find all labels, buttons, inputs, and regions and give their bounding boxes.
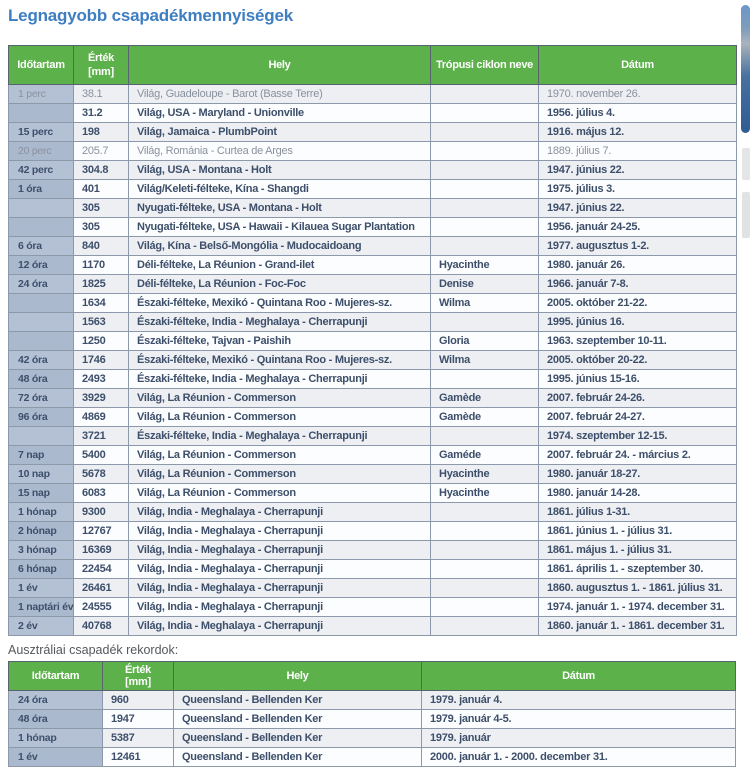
cyclone-cell xyxy=(431,522,539,541)
table-row xyxy=(9,313,737,332)
place-cell: Északi-félteke, India - Meghalaya - Cherrapunji xyxy=(129,370,431,389)
value-cell: 22454 xyxy=(74,560,129,579)
table-row xyxy=(9,237,737,256)
duration-cell: 72 óra xyxy=(9,389,74,408)
cyclone-cell xyxy=(431,503,539,522)
date-cell: 1861. április 1. - szeptember 30. xyxy=(539,560,737,579)
value-cell: 38.1 xyxy=(74,85,129,104)
table-row xyxy=(9,579,737,598)
table-row xyxy=(9,408,737,427)
date-cell: 1979. január 4-5. xyxy=(422,710,736,729)
table-row xyxy=(9,370,737,389)
date-cell: 1947. június 22. xyxy=(539,199,737,218)
cyclone-cell: Hyacinthe xyxy=(431,465,539,484)
place-cell: Queensland - Bellenden Ker xyxy=(174,729,422,748)
duration-cell: 12 óra xyxy=(9,256,74,275)
place-cell: Világ/Keleti-félteke, Kína - Shangdi xyxy=(129,180,431,199)
date-cell: 1979. január xyxy=(422,729,736,748)
table-row xyxy=(9,275,737,294)
place-cell: Világ, La Réunion - Commerson xyxy=(129,465,431,484)
duration-cell: 20 perc xyxy=(9,142,74,161)
duration-cell: 10 nap xyxy=(9,465,74,484)
scrollbar-track-segment xyxy=(742,192,750,238)
place-cell: Világ, Románia - Curtea de Arges xyxy=(129,142,431,161)
cyclone-cell xyxy=(431,579,539,598)
table-row xyxy=(9,180,737,199)
date-cell: 1860. augusztus 1. - 1861. július 31. xyxy=(539,579,737,598)
table-row xyxy=(9,256,737,275)
duration-cell: 1 év xyxy=(9,748,103,767)
cyclone-cell: Wilma xyxy=(431,294,539,313)
value-cell: 12767 xyxy=(74,522,129,541)
cyclone-cell xyxy=(431,180,539,199)
cyclone-cell xyxy=(431,617,539,636)
cyclone-cell xyxy=(431,85,539,104)
date-cell: 1975. július 3. xyxy=(539,180,737,199)
table-row xyxy=(9,560,737,579)
date-cell: 2005. október 20-22. xyxy=(539,351,737,370)
place-cell: Déli-félteke, La Réunion - Foc-Foc xyxy=(129,275,431,294)
cyclone-cell xyxy=(431,237,539,256)
place-cell: Északi-félteke, India - Meghalaya - Cherrapunji xyxy=(129,313,431,332)
place-cell: Világ, USA - Montana - Holt xyxy=(129,161,431,180)
value-cell: 2493 xyxy=(74,370,129,389)
value-cell: 12461 xyxy=(103,748,174,767)
column-header: Dátum xyxy=(422,662,736,691)
column-header: Időtartam xyxy=(9,662,103,691)
table-row xyxy=(9,332,737,351)
precipitation-records-table xyxy=(8,45,737,636)
scrollbar[interactable] xyxy=(739,0,752,768)
date-cell: 2007. február 24. - március 2. xyxy=(539,446,737,465)
date-cell: 2005. október 21-22. xyxy=(539,294,737,313)
table-row xyxy=(9,427,737,446)
duration-cell: 1 naptári év xyxy=(9,598,74,617)
value-cell: 40768 xyxy=(74,617,129,636)
place-cell: Queensland - Bellenden Ker xyxy=(174,691,422,710)
value-cell: 960 xyxy=(103,691,174,710)
date-cell: 1963. szeptember 10-11. xyxy=(539,332,737,351)
duration-cell: 24 óra xyxy=(9,275,74,294)
cyclone-cell xyxy=(431,218,539,237)
place-cell: Világ, India - Meghalaya - Cherrapunji xyxy=(129,522,431,541)
cyclone-cell xyxy=(431,541,539,560)
cyclone-cell xyxy=(431,199,539,218)
value-cell: 401 xyxy=(74,180,129,199)
place-cell: Világ, La Réunion - Commerson xyxy=(129,446,431,465)
duration-cell xyxy=(9,104,74,123)
australia-records-table xyxy=(8,661,736,767)
table-row xyxy=(9,541,737,560)
date-cell: 1995. június 15-16. xyxy=(539,370,737,389)
cyclone-cell: Denise xyxy=(431,275,539,294)
value-cell: 6083 xyxy=(74,484,129,503)
duration-cell: 48 óra xyxy=(9,370,74,389)
column-header: Dátum xyxy=(539,46,737,85)
duration-cell: 1 óra xyxy=(9,180,74,199)
duration-cell: 24 óra xyxy=(9,691,103,710)
value-cell: 205.7 xyxy=(74,142,129,161)
cyclone-cell xyxy=(431,142,539,161)
value-cell: 305 xyxy=(74,199,129,218)
duration-cell: 15 perc xyxy=(9,123,74,142)
cyclone-cell xyxy=(431,104,539,123)
date-cell: 1980. január 14-28. xyxy=(539,484,737,503)
table-row xyxy=(9,598,737,617)
duration-cell: 1 hónap xyxy=(9,503,74,522)
table-row xyxy=(9,104,737,123)
value-cell: 198 xyxy=(74,123,129,142)
table-row xyxy=(9,351,737,370)
scrollbar-thumb[interactable] xyxy=(741,5,750,133)
duration-cell: 42 perc xyxy=(9,161,74,180)
value-cell: 31.2 xyxy=(74,104,129,123)
value-cell: 305 xyxy=(74,218,129,237)
value-cell: 16369 xyxy=(74,541,129,560)
place-cell: Világ, India - Meghalaya - Cherrapunji xyxy=(129,560,431,579)
place-cell: Déli-félteke, La Réunion - Grand-ilet xyxy=(129,256,431,275)
duration-cell: 3 hónap xyxy=(9,541,74,560)
duration-cell: 15 nap xyxy=(9,484,74,503)
table-row xyxy=(9,161,737,180)
duration-cell: 1 perc xyxy=(9,85,74,104)
place-cell: Világ, USA - Maryland - Unionville xyxy=(129,104,431,123)
page-title: Legnagyobb csapadékmennyiségek xyxy=(8,6,293,25)
date-cell: 1966. január 7-8. xyxy=(539,275,737,294)
place-cell: Világ, India - Meghalaya - Cherrapunji xyxy=(129,503,431,522)
value-cell: 5678 xyxy=(74,465,129,484)
date-cell: 1980. január 26. xyxy=(539,256,737,275)
cyclone-cell: Gamède xyxy=(431,389,539,408)
place-cell: Világ, La Réunion - Commerson xyxy=(129,484,431,503)
value-cell: 5387 xyxy=(103,729,174,748)
column-header: Érték [mm] xyxy=(74,46,129,85)
date-cell: 1947. június 22. xyxy=(539,161,737,180)
cyclone-cell: Gaméde xyxy=(431,446,539,465)
duration-cell: 1 hónap xyxy=(9,729,103,748)
date-cell: 1977. augusztus 1-2. xyxy=(539,237,737,256)
table-row xyxy=(9,503,737,522)
duration-cell: 2 év xyxy=(9,617,74,636)
table-row xyxy=(9,710,736,729)
column-header: Hely xyxy=(129,46,431,85)
table-row xyxy=(9,691,736,710)
value-cell: 9300 xyxy=(74,503,129,522)
table-row xyxy=(9,484,737,503)
table-row xyxy=(9,199,737,218)
place-cell: Világ, India - Meghalaya - Cherrapunji xyxy=(129,617,431,636)
date-cell: 2007. február 24-27. xyxy=(539,408,737,427)
date-cell: 1956. január 24-25. xyxy=(539,218,737,237)
column-header: Hely xyxy=(174,662,422,691)
cyclone-cell xyxy=(431,161,539,180)
value-cell: 1746 xyxy=(74,351,129,370)
place-cell: Világ, La Réunion - Commerson xyxy=(129,389,431,408)
value-cell: 1947 xyxy=(103,710,174,729)
table-row xyxy=(9,85,737,104)
cyclone-cell xyxy=(431,370,539,389)
date-cell: 2007. február 24-26. xyxy=(539,389,737,408)
duration-cell xyxy=(9,427,74,446)
column-header: Trópusi ciklon neve xyxy=(431,46,539,85)
date-cell: 1980. január 18-27. xyxy=(539,465,737,484)
cyclone-cell: Gloria xyxy=(431,332,539,351)
australia-heading: Ausztráliai csapadék rekordok: xyxy=(8,643,179,657)
date-cell: 2000. január 1. - 2000. december 31. xyxy=(422,748,736,767)
duration-cell xyxy=(9,199,74,218)
place-cell: Queensland - Bellenden Ker xyxy=(174,748,422,767)
table-row xyxy=(9,389,737,408)
place-cell: Nyugati-félteke, USA - Montana - Holt xyxy=(129,199,431,218)
place-cell: Világ, Guadeloupe - Barot (Basse Terre) xyxy=(129,85,431,104)
table-row xyxy=(9,729,736,748)
cyclone-cell xyxy=(431,313,539,332)
table-row xyxy=(9,465,737,484)
date-cell: 1974. január 1. - 1974. december 31. xyxy=(539,598,737,617)
value-cell: 24555 xyxy=(74,598,129,617)
place-cell: Queensland - Bellenden Ker xyxy=(174,710,422,729)
value-cell: 3929 xyxy=(74,389,129,408)
table-row xyxy=(9,617,737,636)
table-row xyxy=(9,748,736,767)
duration-cell xyxy=(9,313,74,332)
place-cell: Északi-félteke, Mexikó - Quintana Roo - Mujeres-sz. xyxy=(129,294,431,313)
value-cell: 1563 xyxy=(74,313,129,332)
duration-cell: 2 hónap xyxy=(9,522,74,541)
duration-cell: 1 év xyxy=(9,579,74,598)
cyclone-cell: Hyacinthe xyxy=(431,256,539,275)
place-cell: Világ, India - Meghalaya - Cherrapunji xyxy=(129,579,431,598)
place-cell: Északi-félteke, Mexikó - Quintana Roo - Mujeres-sz. xyxy=(129,351,431,370)
date-cell: 1956. július 4. xyxy=(539,104,737,123)
table-row xyxy=(9,522,737,541)
date-cell: 1861. július 1-31. xyxy=(539,503,737,522)
table-row xyxy=(9,218,737,237)
date-cell: 1974. szeptember 12-15. xyxy=(539,427,737,446)
value-cell: 1170 xyxy=(74,256,129,275)
table-row xyxy=(9,142,737,161)
duration-cell xyxy=(9,294,74,313)
value-cell: 1825 xyxy=(74,275,129,294)
column-header: Időtartam xyxy=(9,46,74,85)
scrollbar-track-segment xyxy=(742,148,750,180)
table-row xyxy=(9,446,737,465)
duration-cell: 6 óra xyxy=(9,237,74,256)
value-cell: 3721 xyxy=(74,427,129,446)
value-cell: 1634 xyxy=(74,294,129,313)
duration-cell: 6 hónap xyxy=(9,560,74,579)
table-row xyxy=(9,294,737,313)
duration-cell: 42 óra xyxy=(9,351,74,370)
cyclone-cell xyxy=(431,123,539,142)
date-cell: 1916. május 12. xyxy=(539,123,737,142)
value-cell: 1250 xyxy=(74,332,129,351)
value-cell: 5400 xyxy=(74,446,129,465)
cyclone-cell xyxy=(431,598,539,617)
cyclone-cell: Wilma xyxy=(431,351,539,370)
value-cell: 840 xyxy=(74,237,129,256)
place-cell: Világ, Jamaica - PlumbPoint xyxy=(129,123,431,142)
value-cell: 26461 xyxy=(74,579,129,598)
date-cell: 1979. január 4. xyxy=(422,691,736,710)
table-row xyxy=(9,123,737,142)
duration-cell: 7 nap xyxy=(9,446,74,465)
date-cell: 1970. november 26. xyxy=(539,85,737,104)
cyclone-cell xyxy=(431,427,539,446)
date-cell: 1861. június 1. - július 31. xyxy=(539,522,737,541)
column-header: Érték [mm] xyxy=(103,662,174,691)
place-cell: Északi-félteke, Tajvan - Paishih xyxy=(129,332,431,351)
header-row xyxy=(9,662,736,691)
date-cell: 1889. július 7. xyxy=(539,142,737,161)
date-cell: 1995. június 16. xyxy=(539,313,737,332)
duration-cell: 96 óra xyxy=(9,408,74,427)
value-cell: 304.8 xyxy=(74,161,129,180)
date-cell: 1861. május 1. - július 31. xyxy=(539,541,737,560)
header-row xyxy=(9,46,737,85)
duration-cell xyxy=(9,218,74,237)
cyclone-cell: Hyacinthe xyxy=(431,484,539,503)
value-cell: 4869 xyxy=(74,408,129,427)
date-cell: 1860. január 1. - 1861. december 31. xyxy=(539,617,737,636)
place-cell: Világ, India - Meghalaya - Cherrapunji xyxy=(129,598,431,617)
place-cell: Északi-félteke, India - Meghalaya - Cherrapunji xyxy=(129,427,431,446)
duration-cell: 48 óra xyxy=(9,710,103,729)
place-cell: Világ, La Réunion - Commerson xyxy=(129,408,431,427)
place-cell: Világ, Kína - Belső-Mongólia - Mudocaidoang xyxy=(129,237,431,256)
cyclone-cell xyxy=(431,560,539,579)
duration-cell xyxy=(9,332,74,351)
place-cell: Világ, India - Meghalaya - Cherrapunji xyxy=(129,541,431,560)
place-cell: Nyugati-félteke, USA - Hawaii - Kilauea Sugar Plantation xyxy=(129,218,431,237)
cyclone-cell: Gamède xyxy=(431,408,539,427)
